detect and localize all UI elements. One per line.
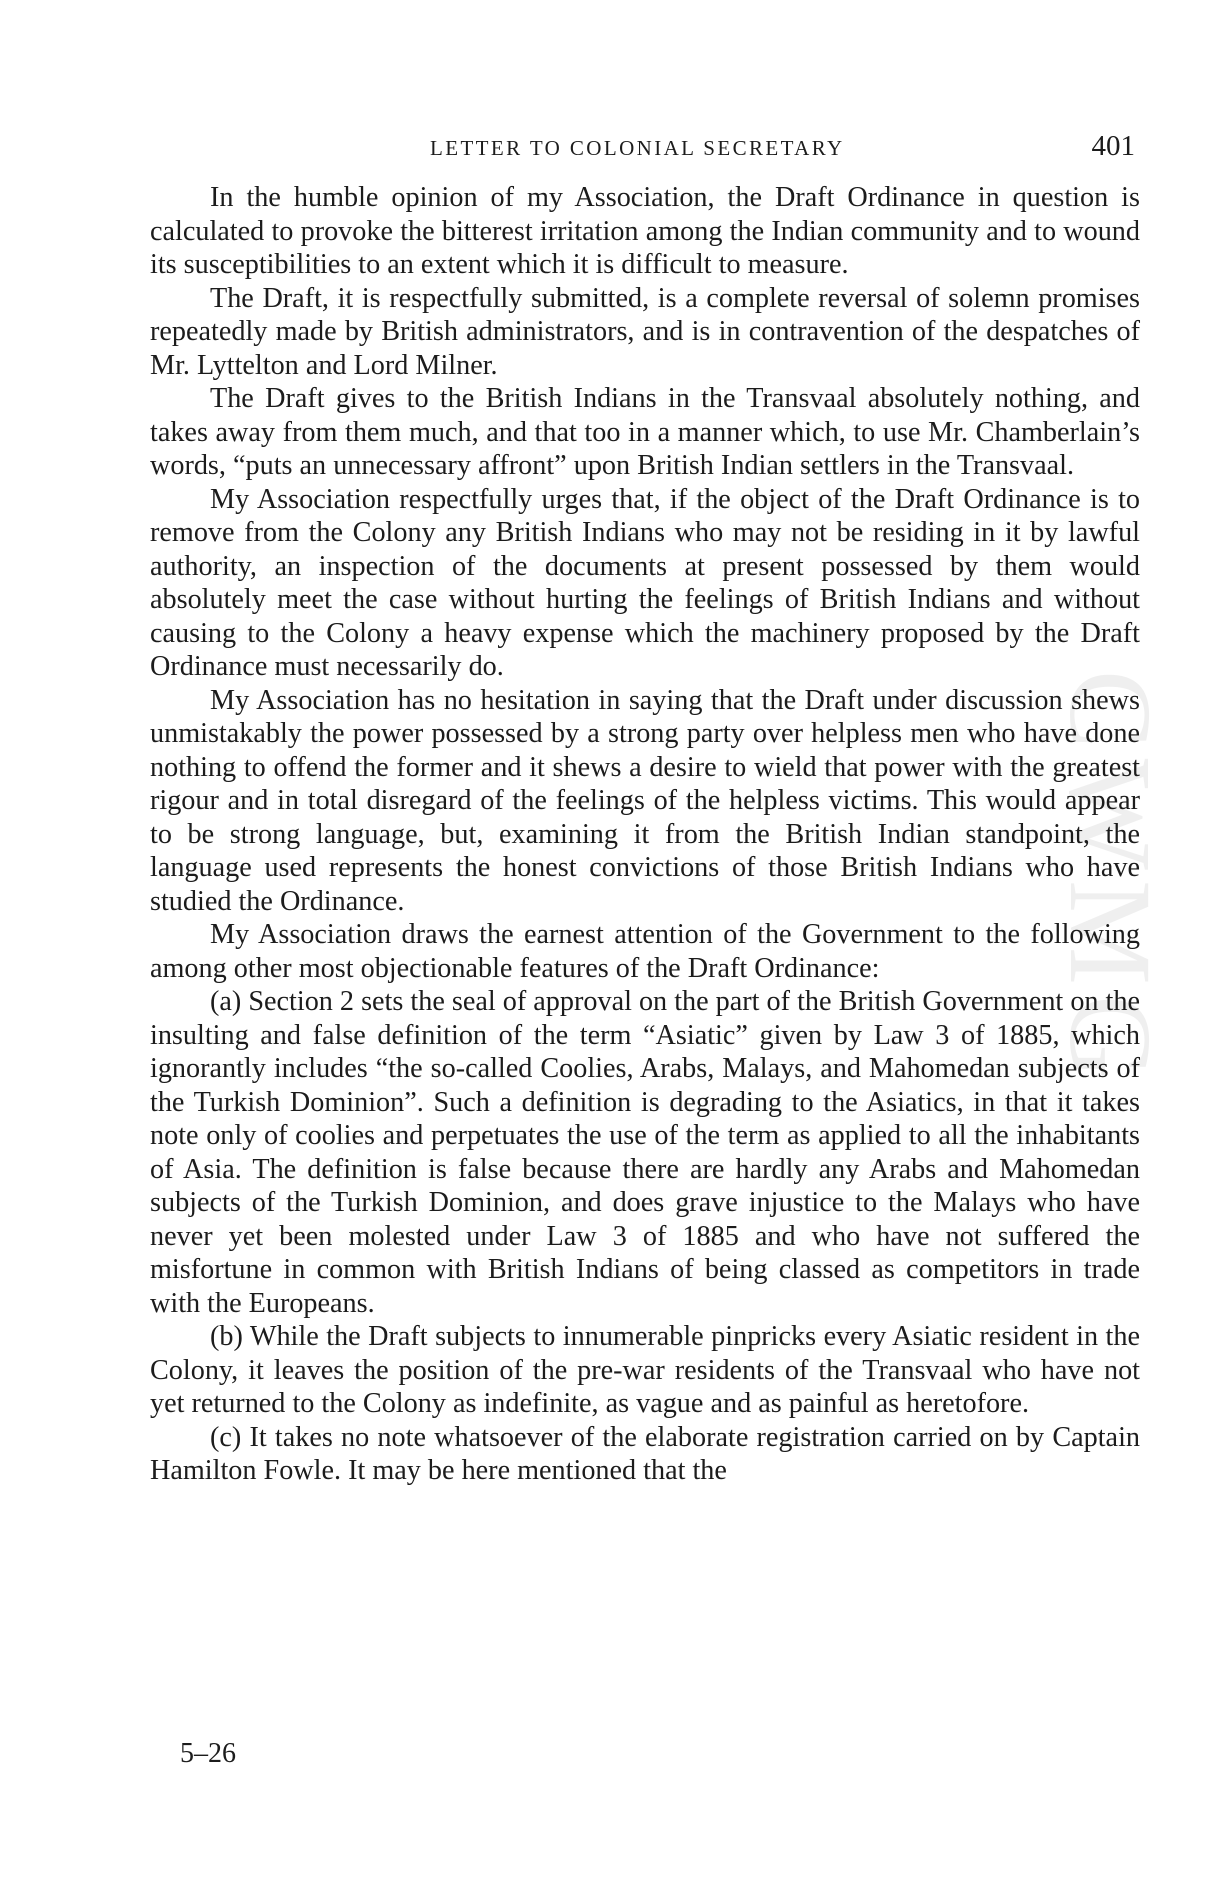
paragraph: My Association has no hesitation in saying that the Draft under discussion shews unmistakably the power possessed by a strong party over helpless men who have done nothing to offend the former and it shews a desire to wield that power with the greatest rigour and in total disregard of the feelings of the helpless victims. This would appear to be strong language, but, examining it from the British Indian standpoint, the language used represents the honest convictions of those British Indians who have studied the Ordinance. — [150, 684, 1140, 917]
page-number: 401 — [1091, 130, 1135, 162]
list-item-paragraph: (c) It takes no note whatsoever of the elaborate registration carried on by Captain Hamilton Fowle. It may be here mentioned that the — [150, 1421, 1140, 1486]
body-text — [150, 181, 1140, 1488]
watermark-text: CWMG — [1045, 669, 1176, 1091]
paragraph: The Draft, it is respectfully submitted, is a complete reversal of solemn promises repeatedly made by British administrators, and is in contravention of the despatches of Mr. Lyttelton and Lord Milner. — [150, 282, 1140, 381]
paragraph: My Association draws the earnest attention of the Government to the following among other most objectionable features of the Draft Ordinance: — [150, 919, 1140, 984]
list-item-paragraph: (a) Section 2 sets the seal of approval on the part of the British Government on the insulting and false definition of the term “Asiatic” given by Law 3 of 1885, which ignorantly includes “the so-called Coolies, Arabs, Malays, and Mahomedan subjects of the Turkish Dominion”. Such a definition is degrading to the Asiatics, in that it takes note only of coolies and perpetuates the use of the term as applied to all the inhabitants of Asia. The definition is false because there are hardly any Arabs and Mahomedan subjects of the Turkish Dominion, and does grave injustice to the Malays who have never yet been molested under Law 3 of 1885 and who have not suffered the misfortune in common with British Indians of being classed as competitors in trade with the Europeans. — [150, 986, 1140, 1319]
running-head: LETTER TO COLONIAL SECRETARY — [430, 136, 845, 160]
list-item-paragraph: (b) While the Draft subjects to innumerable pinpricks every Asiatic resident in the Colony, it leaves the position of the pre-war residents of the Transvaal who have not yet returned to the Colony as indefinite, as vague and as painful as heretofore. — [150, 1321, 1140, 1419]
paragraph: In the humble opinion of my Association, the Draft Ordinance in question is calculated to provoke the bitterest irritation among the Indian community and to wound its susceptibilities to an extent which it is difficult to measure. — [150, 182, 1140, 280]
folio-signature: 5–26 — [180, 1738, 236, 1769]
paragraph: The Draft gives to the British Indians in the Transvaal absolutely nothing, and takes away from them much, and that too in a manner which, to use Mr. Chamberlain’s words, “puts an unnecessary affront” upon British Indian settlers in the Transvaal. — [150, 383, 1140, 481]
paragraph: My Association respectfully urges that, if the object of the Draft Ordinance is to remove from the Colony any British Indians who may not be residing in it by lawful authority, an inspection of the documents at present possessed by them would absolutely meet the case without hurting the feelings of British Indians and without causing to the Colony a heavy expense which the machinery proposed by the Draft Ordinance must necessarily do. — [150, 483, 1140, 682]
page-header — [150, 130, 1135, 170]
